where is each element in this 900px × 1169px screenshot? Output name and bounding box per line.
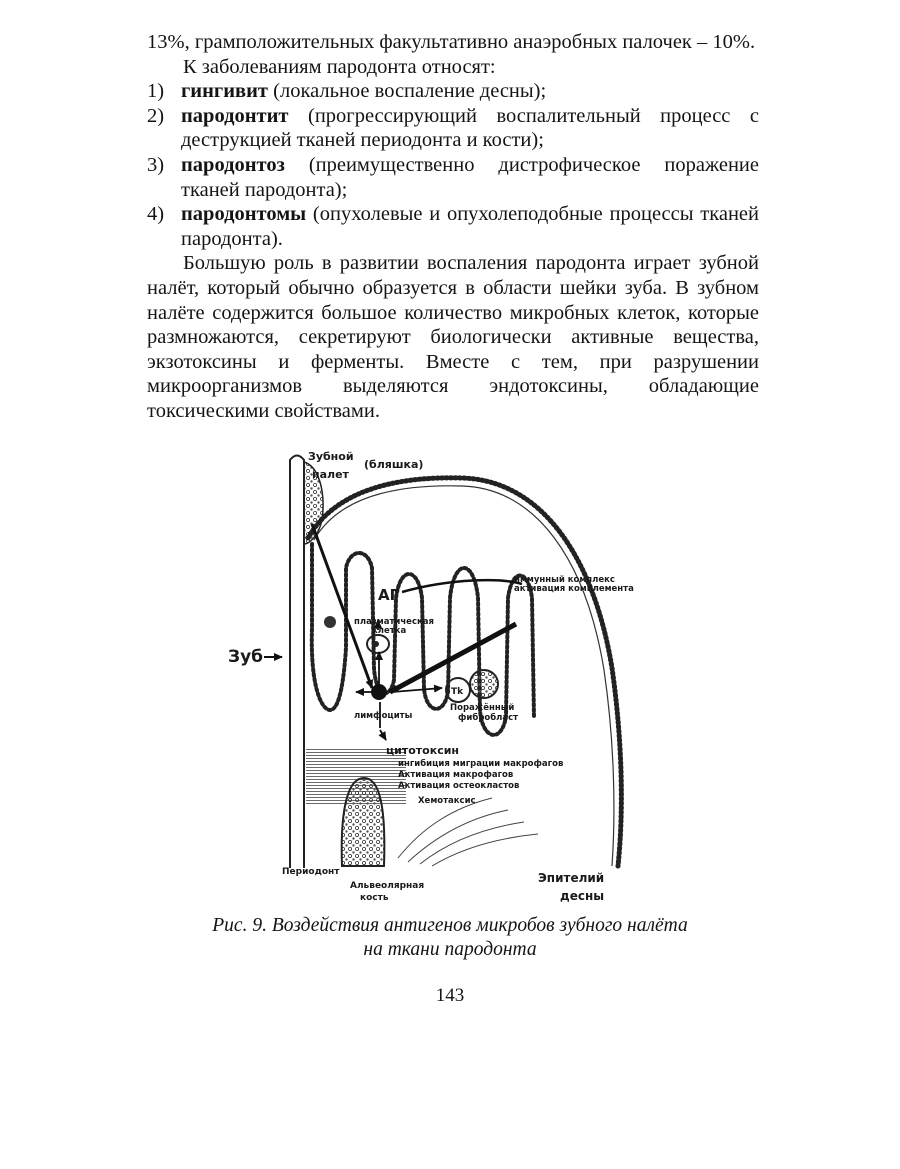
intro-paragraph: 13%, грамположительных факультативно анаэробных палочек – 10%.	[147, 31, 756, 53]
list-number: 4)	[147, 203, 165, 226]
label-effect-3: Активация остеокластов	[398, 781, 520, 791]
label-antigen: АГ	[378, 586, 400, 604]
label-epithelium-2: десны	[560, 889, 605, 903]
label-plaque-3: налет	[312, 468, 349, 481]
immune-cell	[324, 616, 336, 628]
list-item	[147, 104, 759, 153]
list-body	[181, 104, 759, 153]
label-fibroblast-1: Поражённый	[450, 703, 515, 713]
list-body	[181, 79, 759, 104]
periodontium-figure	[222, 448, 682, 910]
disease-term: гингивит	[181, 80, 269, 103]
caption-line-1: Рис. 9. Воздействия антигенов микробов зубного налёта	[212, 915, 688, 936]
label-effect-4: Хемотаксис	[418, 796, 476, 806]
label-lymphocytes: лимфоциты	[354, 711, 413, 721]
disease-description: (опухолевые и опухолеподобные процессы тканей пародонта).	[181, 203, 759, 250]
label-fibroblast-2: фибробласт	[458, 713, 519, 723]
disease-description: (преимущественно дистрофическое поражение тканей пародонта);	[181, 153, 759, 201]
label-bone-2: кость	[360, 893, 389, 903]
list-number: 2)	[147, 104, 165, 127]
disease-list	[147, 79, 759, 251]
list-body	[181, 202, 759, 251]
caption-line-2: на ткани пародонта	[363, 939, 537, 960]
list-item	[147, 153, 759, 202]
page-number: 143	[435, 985, 465, 1006]
label-epithelium-1: Эпителий	[538, 871, 605, 885]
body-paragraph: Большую роль в развитии воспаления пародонта играет зубной налёт, который обычно образуется в области шейки зуба. В зубном налёте содержится большое количество микробных клеток, которые размножаются, секретируют биологически активные вещества, экзотоксины и ферменты. Вместе с тем, при разрушении микроорганизмов выделяются эндотоксины, обладающие токсическими свойствами.	[147, 252, 759, 422]
list-intro: К заболеваниям пародонта относят:	[183, 55, 496, 78]
lymphocyte	[371, 684, 387, 700]
list-number: 3)	[147, 153, 165, 176]
label-tk: Tk	[451, 687, 464, 697]
label-bone-1: Альвеолярная	[350, 881, 425, 891]
disease-term: пародонтит	[181, 104, 289, 127]
label-effect-2: Активация макрофагов	[398, 770, 514, 780]
label-periodont: Периодонт	[282, 867, 340, 877]
disease-description: (локальное воспаление десны);	[268, 80, 547, 103]
label-plaque-2: (бляшка)	[364, 458, 424, 471]
label-cytotoxin: цитотоксин	[386, 744, 460, 757]
plasma-cell-nucleus	[373, 641, 379, 647]
disease-description: (прогрессирующий воспалительный процесс с деструкцией тканей периодонта и кости);	[181, 104, 759, 152]
list-item	[147, 202, 759, 251]
disease-term: пародонтоз	[181, 153, 285, 176]
list-item	[147, 79, 759, 104]
fibre-lines	[398, 798, 538, 866]
label-plasma-1: плазматическая	[354, 617, 434, 627]
periodontium-diagram	[222, 448, 682, 910]
tooth-wall	[290, 456, 304, 869]
disease-term: пародонтомы	[181, 203, 307, 226]
page-text	[147, 30, 759, 424]
figure-caption	[150, 914, 750, 962]
label-effect-1: ингибиция миграции макрофагов	[398, 759, 564, 769]
label-plaque-1: Зубной	[308, 450, 354, 463]
damaged-fibroblast	[470, 670, 498, 698]
label-plasma-2: клетка	[372, 626, 407, 636]
label-tooth: Зуб	[228, 647, 264, 667]
list-number: 1)	[147, 80, 165, 103]
label-complex-2: активация комплемента	[514, 584, 634, 594]
label-complex-1: иммунный комплекс	[514, 575, 615, 585]
list-body	[181, 153, 759, 202]
